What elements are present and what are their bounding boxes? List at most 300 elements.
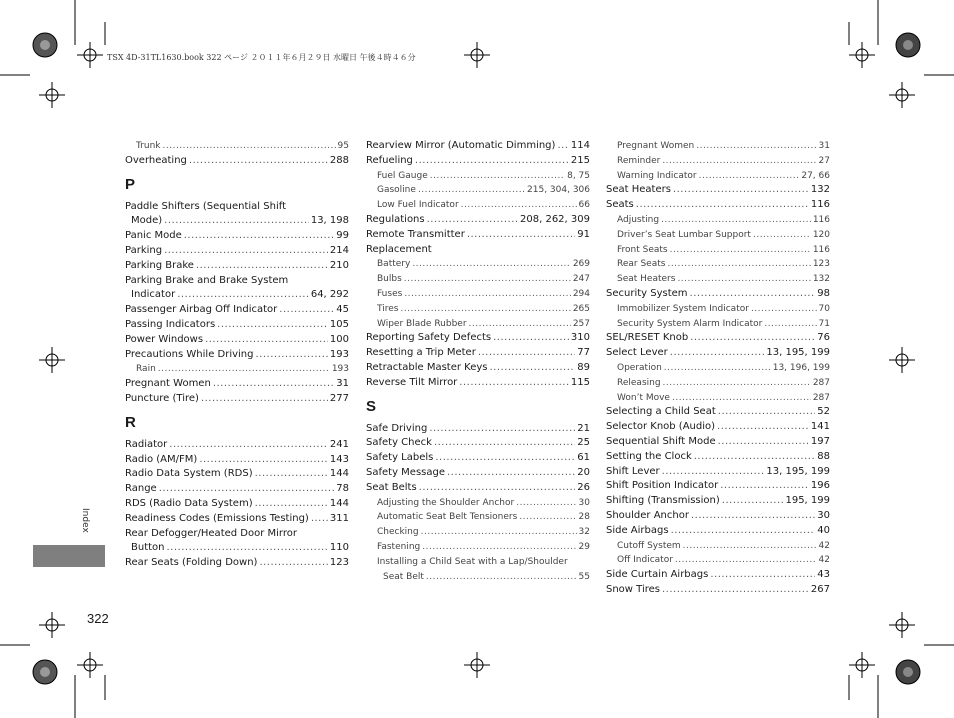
entry-term: Setting the Clock — [606, 450, 692, 462]
entry-term: Panic Mode — [125, 230, 182, 242]
entry-term: Off Indicator — [617, 555, 673, 566]
entry-term: Seats — [606, 199, 634, 211]
entry-page-ref[interactable]: 77 — [577, 347, 590, 359]
index-subentry[interactable] — [606, 302, 830, 317]
dot-leader — [667, 257, 810, 272]
entry-term: Shift Position Indicator — [606, 480, 719, 492]
entry-term: Security System Alarm Indicator — [617, 318, 763, 329]
entry-page-ref[interactable]: 21 — [577, 422, 590, 434]
entry-term: Reminder — [617, 155, 661, 166]
dot-leader — [279, 303, 334, 318]
index-subentry[interactable] — [606, 154, 830, 169]
entry-page-ref[interactable]: 288 — [329, 154, 349, 166]
entry-term: Safety Labels — [366, 452, 434, 464]
entry-term: SEL/RESET Knob — [606, 332, 689, 344]
entry-term: Reporting Safety Defects — [366, 332, 492, 344]
index-subentry[interactable] — [606, 391, 830, 406]
entry-page-ref[interactable]: 120 — [812, 229, 830, 240]
entry-term: Paddle Shifters (Sequential Shift — [125, 200, 286, 212]
index-subentry[interactable] — [366, 287, 590, 302]
entry-term: Fuses — [377, 288, 403, 299]
entry-page-ref[interactable]: 13, 195, 199 — [766, 465, 830, 477]
dot-leader — [557, 139, 568, 154]
index-subentry[interactable] — [606, 361, 830, 376]
index-entry[interactable] — [606, 435, 830, 450]
entry-page-ref[interactable]: 265 — [572, 303, 590, 314]
section-label: Index — [80, 508, 90, 533]
index-entry[interactable] — [366, 422, 590, 437]
dot-leader — [189, 154, 328, 169]
entry-page-ref[interactable]: 89 — [577, 361, 590, 373]
entry-term: Refueling — [366, 154, 413, 166]
index-subentry[interactable] — [125, 541, 349, 556]
entry-term: Snow Tires — [606, 583, 660, 595]
dot-leader — [753, 228, 811, 243]
entry-page-ref[interactable]: 267 — [810, 583, 830, 595]
entry-page-ref[interactable]: 100 — [329, 333, 349, 345]
dot-leader — [205, 333, 328, 348]
index-entry[interactable] — [125, 318, 349, 333]
entry-page-ref[interactable]: 123 — [812, 259, 830, 270]
index-subentry[interactable] — [366, 198, 590, 213]
entry-term: Low Fuel Indicator — [377, 200, 459, 211]
entry-page-ref[interactable]: 116 — [812, 244, 830, 255]
entry-page-ref[interactable]: 247 — [572, 274, 590, 285]
entry-term: Puncture (Tire) — [125, 392, 199, 404]
entry-page-ref[interactable]: 13, 198 — [310, 215, 349, 227]
index-subentry[interactable] — [125, 214, 349, 229]
index-entry[interactable] — [125, 377, 349, 392]
dot-leader — [177, 288, 309, 303]
entry-page-ref[interactable]: 13, 195, 199 — [766, 347, 830, 359]
entry-term: Immobilizer System Indicator — [617, 303, 749, 314]
entry-page-ref[interactable]: 30 — [578, 497, 590, 508]
entry-term: Rain — [136, 364, 156, 375]
index-subentry[interactable] — [606, 553, 830, 568]
entry-term: RDS (Radio Data System) — [125, 497, 253, 509]
dot-leader — [636, 198, 809, 213]
entry-term: Power Windows — [125, 333, 204, 345]
dot-leader — [167, 541, 328, 556]
entry-page-ref[interactable]: 28 — [578, 512, 590, 523]
index-subentry[interactable] — [366, 570, 590, 585]
entry-page-ref[interactable]: 215 — [570, 154, 590, 166]
entry-page-ref[interactable]: 52 — [817, 406, 830, 418]
dot-leader — [489, 361, 575, 376]
dot-leader — [434, 436, 575, 451]
entry-page-ref[interactable]: 61 — [577, 452, 590, 464]
entry-term: Bulbs — [377, 274, 402, 285]
entry-page-ref[interactable]: 43 — [817, 569, 830, 581]
index-subentry[interactable] — [366, 555, 590, 570]
index-entry[interactable] — [366, 436, 590, 451]
index-entry[interactable] — [125, 497, 349, 512]
index-entry[interactable] — [125, 512, 349, 527]
entry-page-ref[interactable]: 215, 304, 306 — [527, 185, 590, 196]
dot-leader — [422, 540, 576, 555]
entry-page-ref[interactable]: 123 — [329, 557, 349, 569]
index-entry[interactable] — [125, 333, 349, 348]
index-entry[interactable] — [366, 139, 590, 154]
entry-term: Front Seats — [617, 244, 668, 255]
dot-leader — [164, 244, 328, 259]
entry-page-ref[interactable]: 115 — [570, 376, 590, 388]
index-entry[interactable] — [606, 420, 830, 435]
entry-term: Safety Message — [366, 466, 445, 478]
entry-page-ref[interactable]: 132 — [810, 184, 830, 196]
dot-leader — [217, 318, 328, 333]
entry-page-ref[interactable]: 116 — [810, 199, 830, 211]
entry-page-ref[interactable]: 195, 199 — [785, 495, 830, 507]
section-letter: S — [366, 397, 377, 415]
entry-page-ref[interactable]: 241 — [329, 438, 349, 450]
entry-page-ref[interactable]: 42 — [818, 555, 830, 566]
dot-leader — [675, 553, 817, 568]
index-column-2 — [366, 139, 590, 584]
index-entry[interactable] — [125, 274, 349, 289]
index-entry[interactable] — [125, 392, 349, 407]
dot-leader — [412, 257, 571, 272]
index-section-tab — [33, 545, 105, 567]
index-entry[interactable] — [125, 438, 349, 453]
entry-page-ref[interactable]: 143 — [329, 453, 349, 465]
entry-page-ref[interactable]: 269 — [572, 259, 590, 270]
entry-page-ref[interactable]: 78 — [336, 483, 349, 495]
dot-leader — [429, 422, 575, 437]
dot-leader — [419, 481, 576, 496]
index-entry[interactable] — [366, 346, 590, 361]
entry-term: Sequential Shift Mode — [606, 435, 716, 447]
entry-term: Button — [131, 542, 165, 554]
index-entry[interactable] — [366, 228, 590, 243]
dot-leader — [255, 467, 328, 482]
index-subentry[interactable] — [366, 540, 590, 555]
entry-term: Safe Driving — [366, 422, 428, 434]
index-entry[interactable] — [125, 200, 349, 215]
entry-term: Parking Brake and Brake System — [125, 274, 289, 286]
entry-term: Parking — [125, 244, 163, 256]
dot-leader — [158, 362, 330, 377]
dot-leader — [720, 479, 809, 494]
index-subentry[interactable] — [125, 288, 349, 303]
entry-page-ref[interactable]: 144 — [329, 497, 349, 509]
entry-page-ref[interactable]: 8, 75 — [567, 170, 590, 181]
entry-page-ref[interactable]: 26 — [577, 481, 590, 493]
index-entry[interactable] — [606, 494, 830, 509]
page-number: 322 — [87, 611, 109, 626]
index-entry[interactable] — [606, 509, 830, 524]
entry-page-ref[interactable]: 27 — [818, 155, 830, 166]
index-entry[interactable] — [606, 198, 830, 213]
dot-leader — [163, 139, 336, 154]
entry-page-ref[interactable]: 31 — [336, 378, 349, 390]
entry-term: Radiator — [125, 438, 168, 450]
dot-leader — [664, 361, 771, 376]
dot-leader — [696, 139, 816, 154]
dot-leader — [722, 494, 784, 509]
index-entry[interactable] — [606, 331, 830, 346]
dot-leader — [435, 451, 575, 466]
entry-page-ref[interactable]: 105 — [329, 318, 349, 330]
index-subentry[interactable] — [606, 228, 830, 243]
entry-term: Resetting a Trip Meter — [366, 347, 476, 359]
index-entry[interactable] — [366, 466, 590, 481]
entry-page-ref[interactable]: 277 — [329, 392, 349, 404]
dot-leader — [259, 556, 327, 571]
entry-page-ref[interactable]: 132 — [812, 274, 830, 285]
dot-leader — [256, 348, 328, 363]
dot-leader — [467, 228, 575, 243]
index-entry[interactable] — [606, 583, 830, 598]
index-subentry[interactable] — [366, 183, 590, 198]
entry-term: Seat Belts — [366, 481, 417, 493]
entry-term: Side Curtain Airbags — [606, 569, 709, 581]
entry-page-ref[interactable]: 76 — [817, 332, 830, 344]
index-entry[interactable] — [606, 524, 830, 539]
dot-leader — [447, 466, 575, 481]
entry-page-ref[interactable]: 287 — [812, 392, 830, 403]
dot-leader — [159, 482, 335, 497]
entry-term: Radio (AM/FM) — [125, 453, 198, 465]
index-entry[interactable] — [366, 154, 590, 169]
index-subentry[interactable] — [606, 139, 830, 154]
entry-page-ref[interactable]: 197 — [810, 435, 830, 447]
entry-term: Pregnant Women — [125, 378, 211, 390]
entry-term: Checking — [377, 527, 419, 538]
dot-leader — [427, 213, 518, 228]
index-entry[interactable] — [606, 405, 830, 420]
entry-page-ref[interactable]: 311 — [329, 512, 349, 524]
entry-term: Regulations — [366, 213, 425, 225]
entry-term: Shifting (Transmission) — [606, 495, 720, 507]
entry-page-ref[interactable]: 196 — [810, 480, 830, 492]
entry-page-ref[interactable]: 71 — [818, 318, 830, 329]
dot-leader — [400, 302, 570, 317]
entry-term: Operation — [617, 362, 662, 373]
entry-page-ref[interactable]: 141 — [810, 421, 830, 433]
index-entry[interactable] — [125, 482, 349, 497]
index-subentry[interactable] — [125, 362, 349, 377]
entry-page-ref[interactable]: 257 — [572, 318, 590, 329]
index-subentry[interactable] — [606, 376, 830, 391]
entry-term: Warning Indicator — [617, 170, 697, 181]
entry-term: Rear Defogger/Heated Door Mirror — [125, 527, 297, 539]
entry-page-ref[interactable]: 144 — [329, 468, 349, 480]
dot-leader — [683, 539, 817, 554]
index-entry[interactable] — [366, 451, 590, 466]
index-entry[interactable] — [366, 243, 590, 258]
entry-page-ref[interactable]: 29 — [578, 541, 590, 552]
dot-leader — [404, 287, 571, 302]
index-entry[interactable] — [125, 527, 349, 542]
entry-page-ref[interactable]: 66 — [578, 200, 590, 211]
entry-term: Gasoline — [377, 185, 416, 196]
entry-term: Seat Belt — [383, 571, 424, 582]
entry-term: Cutoff System — [617, 540, 681, 551]
entry-term: Wiper Blade Rubber — [377, 318, 467, 329]
entry-term: Rear Seats — [617, 259, 666, 270]
dot-leader — [169, 438, 328, 453]
entry-page-ref[interactable]: 214 — [329, 244, 349, 256]
index-entry[interactable] — [125, 154, 349, 169]
entry-page-ref[interactable]: 91 — [577, 228, 590, 240]
index-subentry[interactable] — [366, 257, 590, 272]
entry-term: Adjusting — [617, 214, 660, 225]
dot-leader — [694, 450, 816, 465]
index-subentry[interactable] — [366, 272, 590, 287]
dot-leader — [663, 376, 811, 391]
dot-leader — [751, 302, 817, 317]
entry-page-ref[interactable]: 64, 292 — [310, 289, 349, 301]
dot-leader — [516, 496, 576, 511]
index-entry[interactable] — [125, 259, 349, 274]
index-entry[interactable] — [366, 331, 590, 346]
entry-term: Selector Knob (Audio) — [606, 421, 716, 433]
index-entry[interactable] — [606, 568, 830, 583]
index-entry[interactable] — [606, 450, 830, 465]
dot-leader — [184, 229, 335, 244]
index-entry[interactable] — [606, 183, 830, 198]
entry-term: Seat Heaters — [617, 274, 676, 285]
entry-page-ref[interactable]: 55 — [578, 571, 590, 582]
index-subentry[interactable] — [366, 169, 590, 184]
dot-leader — [661, 213, 811, 228]
entry-page-ref[interactable]: 294 — [572, 288, 590, 299]
index-subentry[interactable] — [366, 317, 590, 332]
dot-leader — [699, 169, 800, 184]
index-subentry[interactable] — [606, 169, 830, 184]
index-entry[interactable] — [606, 465, 830, 480]
dot-leader — [672, 391, 811, 406]
index-entry[interactable] — [366, 481, 590, 496]
entry-page-ref[interactable]: 99 — [336, 230, 349, 242]
entry-page-ref[interactable]: 42 — [818, 540, 830, 551]
index-entry[interactable] — [606, 479, 830, 494]
index-subentry[interactable] — [606, 272, 830, 287]
dot-leader — [415, 154, 569, 169]
index-subentry[interactable] — [606, 243, 830, 258]
entry-term: Installing a Child Seat with a Lap/Shoulder — [377, 556, 568, 567]
entry-page-ref[interactable]: 193 — [329, 348, 349, 360]
entry-page-ref[interactable]: 116 — [812, 214, 830, 225]
entry-term: Fastening — [377, 541, 421, 552]
index-subentry[interactable] — [366, 525, 590, 540]
entry-term: Radio Data System (RDS) — [125, 468, 253, 480]
index-subentry[interactable] — [606, 257, 830, 272]
entry-page-ref[interactable]: 25 — [577, 437, 590, 449]
index-entry[interactable] — [366, 376, 590, 391]
dot-leader — [718, 435, 809, 450]
entry-term: Pregnant Women — [617, 141, 695, 151]
entry-term: Shoulder Anchor — [606, 509, 689, 521]
entry-page-ref[interactable]: 310 — [570, 332, 590, 344]
entry-term: Passenger Airbag Off Indicator — [125, 304, 278, 316]
entry-term: Security System — [606, 287, 688, 299]
index-entry[interactable] — [125, 244, 349, 259]
dot-leader — [478, 346, 575, 361]
dot-leader — [690, 331, 815, 346]
dot-leader — [469, 317, 571, 332]
index-subentry[interactable] — [606, 213, 830, 228]
entry-term: Safety Check — [366, 437, 432, 449]
entry-term: Battery — [377, 259, 411, 270]
index-entry[interactable] — [125, 229, 349, 244]
section-letter: R — [125, 413, 136, 431]
entry-page-ref[interactable]: 193 — [331, 364, 349, 375]
entry-term: Won’t Move — [617, 392, 670, 403]
entry-term: Seat Heaters — [606, 184, 671, 196]
dot-leader — [164, 214, 309, 229]
dot-leader — [710, 568, 815, 583]
entry-term: Rearview Mirror (Automatic Dimming) — [366, 140, 556, 151]
index-subentry[interactable] — [366, 302, 590, 317]
index-subentry[interactable] — [606, 539, 830, 554]
entry-page-ref[interactable]: 88 — [817, 450, 830, 462]
entry-page-ref[interactable]: 70 — [818, 303, 830, 314]
entry-term: Releasing — [617, 377, 661, 388]
dot-leader — [662, 583, 809, 598]
entry-page-ref[interactable]: 30 — [817, 509, 830, 521]
index-entry[interactable] — [606, 287, 830, 302]
entry-page-ref[interactable]: 110 — [329, 542, 349, 554]
entry-term: Parking Brake — [125, 259, 194, 271]
dot-leader — [201, 392, 328, 407]
entry-page-ref[interactable]: 13, 196, 199 — [772, 362, 830, 373]
entry-page-ref[interactable]: 95 — [337, 141, 349, 151]
index-entry[interactable] — [125, 556, 349, 571]
index-subentry[interactable] — [125, 139, 349, 154]
dot-leader — [421, 525, 577, 540]
dot-leader — [418, 183, 525, 198]
entry-page-ref[interactable]: 20 — [577, 466, 590, 478]
index-entry[interactable] — [366, 361, 590, 376]
index-entry[interactable] — [125, 453, 349, 468]
entry-term: Rear Seats (Folding Down) — [125, 557, 258, 569]
entry-term: Driver’s Seat Lumbar Support — [617, 229, 751, 240]
index-subentry[interactable] — [606, 317, 830, 332]
entry-page-ref[interactable]: 287 — [812, 377, 830, 388]
entry-page-ref[interactable]: 40 — [817, 524, 830, 536]
index-subentry[interactable] — [366, 496, 590, 511]
entry-page-ref[interactable]: 31 — [818, 141, 830, 151]
dot-leader — [764, 317, 816, 332]
entry-page-ref[interactable]: 27, 66 — [801, 170, 830, 181]
dot-leader — [199, 453, 328, 468]
entry-term: Select Lever — [606, 347, 668, 359]
index-entry[interactable] — [366, 213, 590, 228]
entry-page-ref[interactable]: 114 — [570, 140, 590, 151]
index-entry[interactable] — [125, 348, 349, 363]
entry-page-ref[interactable]: 32 — [578, 527, 590, 538]
dot-leader — [311, 512, 328, 527]
dot-leader — [662, 154, 816, 169]
index-entry[interactable] — [125, 467, 349, 482]
index-column-3 — [606, 139, 830, 598]
index-subentry[interactable] — [366, 510, 590, 525]
entry-term: Range — [125, 483, 157, 495]
index-entry[interactable] — [125, 303, 349, 318]
dot-leader — [430, 169, 565, 184]
dot-leader — [196, 259, 328, 274]
section-letter: P — [125, 175, 136, 193]
dot-leader — [690, 287, 816, 302]
entry-page-ref[interactable]: 98 — [817, 287, 830, 299]
dot-leader — [493, 331, 569, 346]
entry-page-ref[interactable]: 210 — [329, 259, 349, 271]
entry-page-ref[interactable]: 45 — [336, 304, 349, 316]
index-entry[interactable] — [606, 346, 830, 361]
entry-page-ref[interactable]: 208, 262, 309 — [520, 213, 590, 225]
